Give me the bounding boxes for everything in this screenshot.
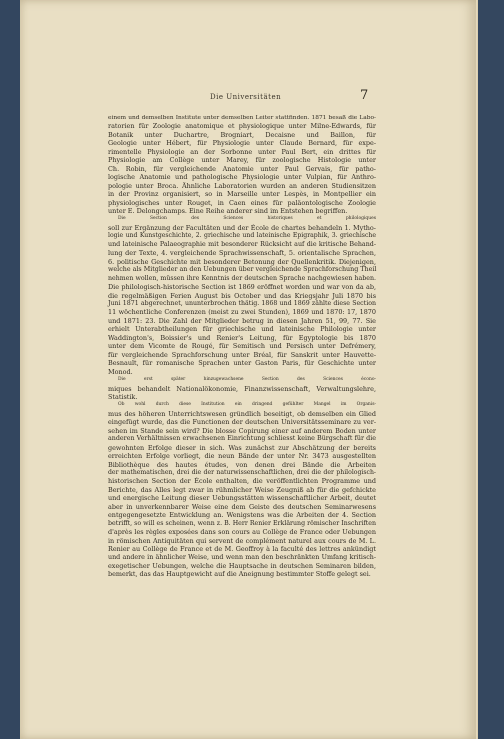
text-line: sehen im Stande sein wird? Die blosse Copirung einer auf anderem Boden unter: [108, 426, 376, 435]
text-line: die regelmäßigen Ferien August bis October und das Kriegsjahr Juli 1870 bis: [108, 291, 376, 300]
text-line: ratorien für Zoologie anatomique et physiologique unter Milne-Edwards, für: [108, 122, 376, 131]
text-line: Ch. Robin, für vergleichende Anatomie unter Paul Gervais, für patho-: [108, 164, 376, 173]
text-line: Statistik.: [108, 392, 138, 401]
text-line: Juni 1871 abgerechnet, ununterbrochen thätig. 1868 und 1869 zählte diese Section: [108, 299, 376, 307]
running-head: Die Universitäten: [210, 93, 282, 101]
text-line: anderen Verhältnissen erwachsenen Einrichtung schliesst keine Bürgschaft für die: [108, 435, 376, 443]
text-line: einem und demselben Institute unter demselben Leiter stattfinden. 1871 besaß die Labo-: [108, 115, 376, 121]
text-line: welche als Mitglieder an den Uebungen über vergleichende Sprachforschung Theil: [108, 266, 377, 274]
text-line: in römischen Antiquitäten qui servent de complément naturel aux cours de M. L.: [108, 536, 376, 545]
page-number: 7: [360, 88, 369, 103]
text-line: Renier au Collège de France et de M. Geoffroy à la faculté des lettres ankündigt: [108, 545, 376, 554]
text-line: eingefügt wurde, das die Functionen der deutschen Universitätsseminare zu ver-: [108, 418, 376, 427]
text-line: physiologisches unter Rouget, in Caen eines für paläontologische Zoologie: [108, 198, 376, 207]
text-line: nehmen wollen, müssen ihre Kenntnis der deutschen Sprache nachgewiesen haben.: [108, 274, 376, 282]
text-line: erhielt Unterabtheilungen für griechische und lateinische Philologie unter: [108, 325, 376, 334]
text-line: und andere in ähnlicher Weise, und wenn man den beschränkten Umfang kritisch-: [108, 553, 376, 561]
text-line: und 1871: 23. Die Zahl der Mitglieder betrug in diesen Jahren 51, 99, 77. Sie: [108, 316, 376, 325]
text-line: soll zur Ergänzung der Facultäten und der École de chartes behandeln 1. Mytho-: [108, 223, 376, 232]
text-line: Berichte, das Alles legt zwar in rühmlicher Weise Zeugniß ab für die gefchickte: [108, 485, 376, 494]
text-line: exegetischer Uebungen, welche die Hauptsache in deutschen Seminaren bilden,: [108, 562, 376, 571]
text-line: Ob wohl durch diese Institution ein dringend gefühlter Mangel im Organis-: [118, 402, 376, 408]
text-line: aber in unverkennbarer Weise eine dem Geiste des deutschen Seminarwesens: [108, 502, 376, 511]
text-line: in der Provinz organisiert, so in Marseille unter Lespès, in Montpellier ein: [108, 190, 376, 199]
text-line: unter E. Delongchamps. Eine Reihe anderer sind im Entstehen begriffen.: [108, 206, 348, 215]
text-line: lung der Texte, 4. vergleichende Sprachwissenschaft, 5. orientalische Sprachen,: [108, 249, 376, 258]
text-line: Waddington's, Boissier's und Renier's Leitung, für Egyptologie bis 1870: [108, 333, 376, 342]
text-line: der mathematischen, drei die der naturwissenschaftlichen, drei die der philologisch-: [108, 469, 376, 477]
text-line: und energische Leitung dieser Uebungsstätten wissenschaftlicher Arbeit, deutet: [108, 494, 376, 503]
text-line: erreichten Erfolge vorliegt, die neun Bände der unter Nr. 3473 ausgestellten: [108, 452, 376, 461]
page-edge-shadow: [478, 0, 504, 739]
text-line: miques behandelt Nationalökonomie, Finanzwissenschaft, Verwaltungslehre,: [108, 384, 376, 393]
text-line: Botanik unter Duchartre, Brogniart, Decaisne und Baillon, für: [108, 130, 376, 139]
text-line: bemerkt, das das Hauptgewicht auf die Aneignung bestimmter Stoffe gelegt sei.: [108, 570, 371, 579]
text-line: Besnault, für romanische Sprachen unter Gaston Paris, für Geschichte unter: [108, 359, 376, 368]
text-line: Die philologisch-historische Section ist 1869 eröffnet worden und war von da ab,: [108, 283, 376, 292]
text-line: unter dem Vicomte de Rougé, für Semitisch und Persisch unter Defrémery,: [108, 342, 376, 351]
text-line: Physiologie am Collège unter Marey, für zoologische Histologie unter: [108, 156, 376, 165]
text-line: 11 wöchentliche Conferenzen (meist zu zwei Stunden), 1869 und 1870: 17, 1870: [108, 308, 376, 317]
text-line: 6. politische Geschichte mit besonderer Betonung der Quellenkritik. Diejenigen,: [108, 257, 376, 266]
text-line: entgegengesetzte Entwicklung an. Wenigstens was die Arbeiten der 4. Section: [108, 511, 376, 520]
text-line: betrifft, so will es scheinen, wenn z. B. Herr Renier Erklärung römischer Inschriften: [108, 519, 376, 527]
text-line: gewohnten Erfolge dieser in sich. Was zunächst zur Abschätzung der bereits: [108, 443, 376, 452]
text-line: Bibliothèque des hautes études, von denen drei Bände die Arbeiten: [108, 460, 376, 469]
text-line: für vergleichende Sprachforschung unter Bréal, für Sanskrit unter Hauvette-: [108, 350, 376, 359]
text-line: logie und Kunstgeschichte, 2. griechische und lateinische Epigraphik, 3. griechische: [108, 232, 376, 240]
text-line: Die erst später hinzugewachsene Section des Sciences écono-: [118, 377, 376, 383]
text-line: historischen Section der École enthalten, die veröffentlichten Programme und: [108, 477, 376, 486]
text-line: und lateinische Palaeographie mit besonderer Rücksicht auf die kritische Behand-: [108, 240, 376, 248]
body-text: [108, 114, 376, 579]
text-line: d'après les règles exposées dans son cours au Collège de France oder Uebungen: [108, 528, 376, 537]
text-line: Geologie unter Hébert, für Physiologie unter Claude Bernard, für expe-: [108, 139, 376, 148]
text-line: pologie unter Broca. Ähnliche Laboratorien wurden an anderen Studiensitzen: [108, 181, 376, 190]
text-line: rimentelle Physiologie an der Sorbonne unter Paul Bert, ein drittes für: [108, 147, 376, 156]
text-line: Die Section des Sciences historiques et philologiques: [118, 216, 376, 222]
text-line: logische Anatomie und pathologische Physiologie unter Vulpian, für Anthro-: [108, 173, 376, 182]
text-line: Monod.: [108, 367, 133, 376]
text-line: mus des höheren Unterrichtswesen gründlich beseitigt, ob demselben ein Glied: [108, 409, 376, 418]
